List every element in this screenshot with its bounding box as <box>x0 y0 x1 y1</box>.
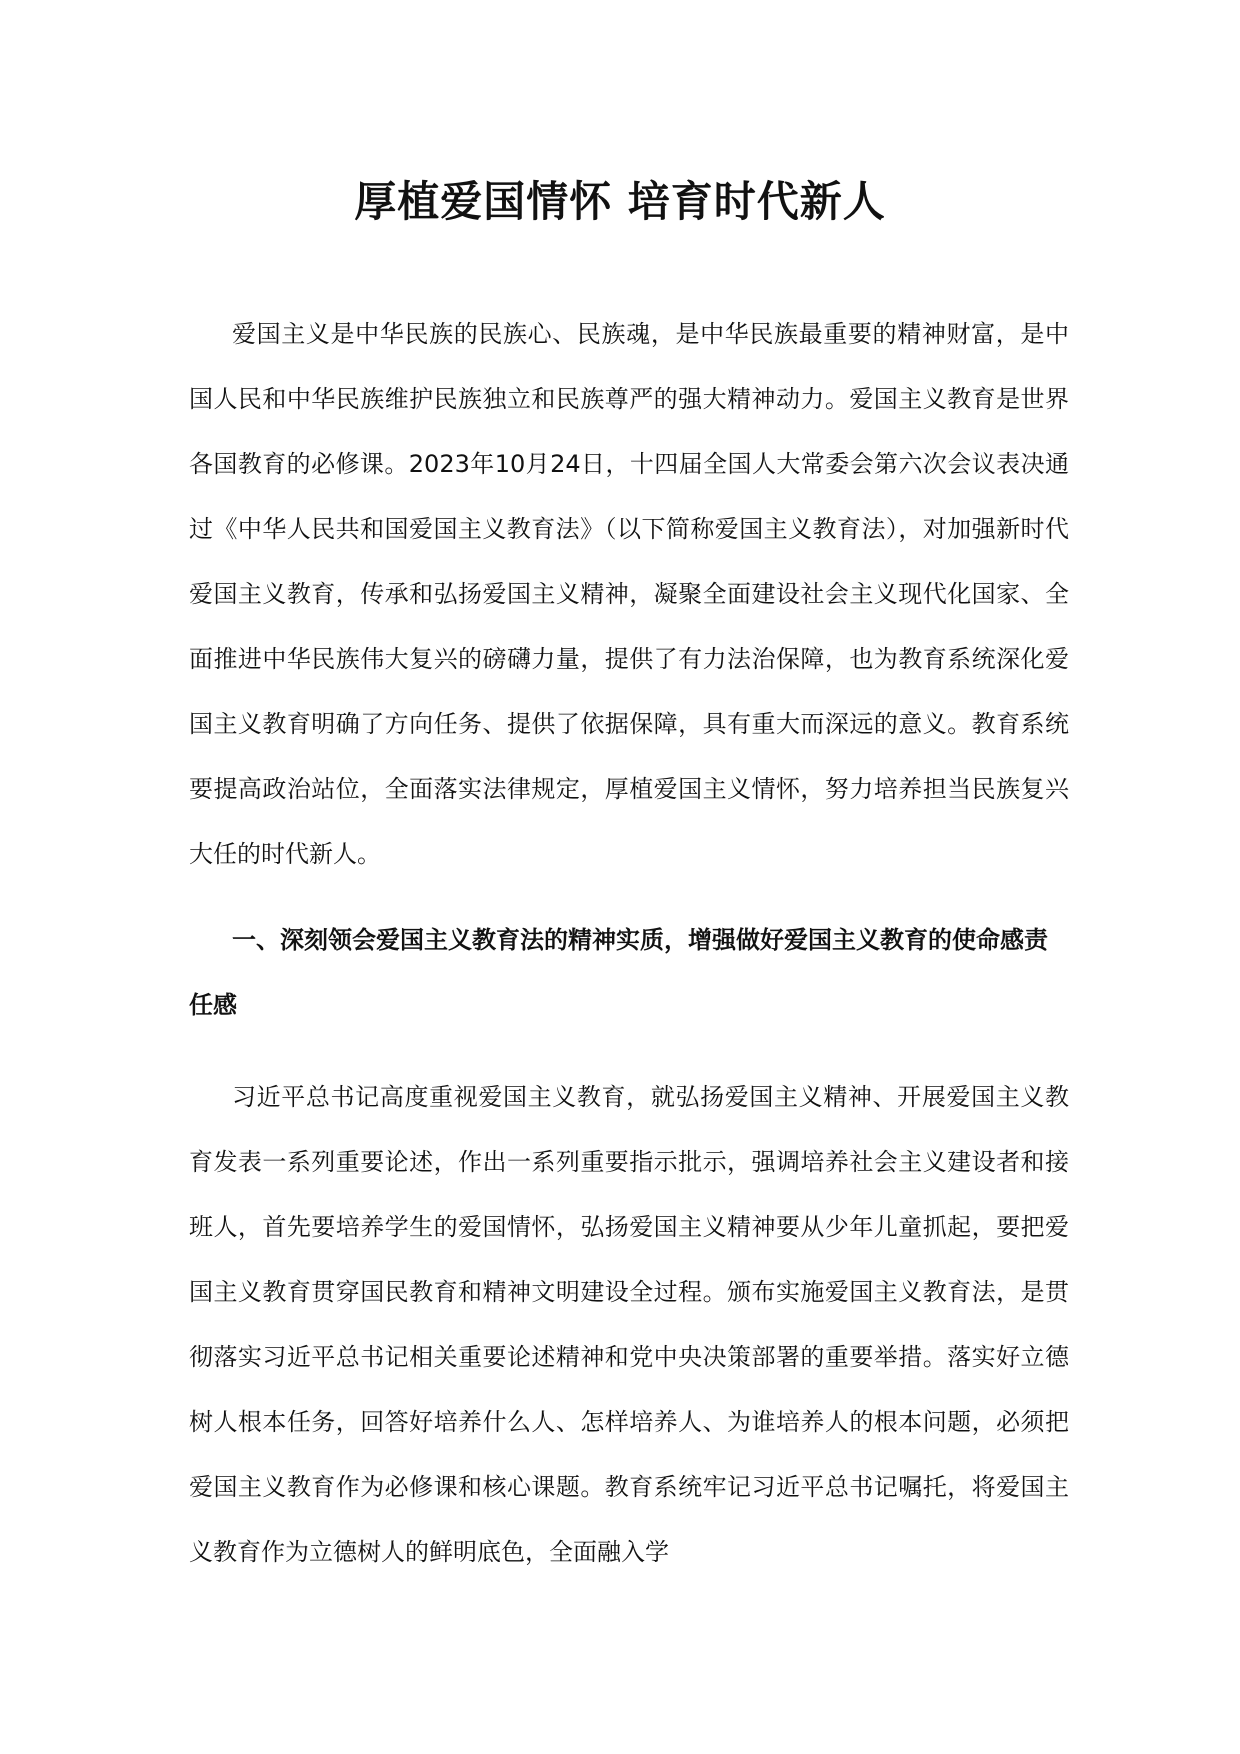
section-1-heading: 一、深刻领会爱国主义教育法的精神实质，增强做好爱国主义教育的使命感责任感 <box>189 926 1048 1019</box>
body-paragraph-2: 习近平总书记高度重视爱国主义教育，就弘扬爱国主义精神、开展爱国主义教育发表一系列重要论述，作出一系列重要指示批示，强调培养社会主义建设者和接班人，首先要培养学生的爱国情怀，弘扬爱国主义精神要从少年儿童抓起，要把爱国主义教育贯穿国民教育和精神文明建设全过程。颁布实施爱国主义教育法，是贯彻落实习近平总书记相关重要论述精神和党中央决策部署的重要举措。落实好立德树人根本任务，回答好培养什么人、怎样培养人、为谁培养人的根本问题，必须把爱国主义教育作为必修课和核心课题。教育系统牢记习近平总书记嘱托，将爱国主义教育作为立德树人的鲜明底色，全面融入学 <box>189 1083 1069 1566</box>
document-title: 厚植爱国情怀 培育时代新人 <box>354 177 886 226</box>
body-paragraph-1: 爱国主义是中华民族的民族心、民族魂，是中华民族最重要的精神财富，是中国人民和中华民族维护民族独立和民族尊严的强大精神动力。爱国主义教育是世界各国教育的必修课。2023年10月24日，十四届全国人大常委会第六次会议表决通过《中华人民共和国爱国主义教育法》（以下简称爱国主义教育法），对加强新时代爱国主义教育，传承和弘扬爱国主义精神，凝聚全面建设社会主义现代化国家、全面推进中华民族伟大复兴的磅礴力量，提供了有力法治保障，也为教育系统深化爱国主义教育明确了方向任务、提供了依据保障，具有重大而深远的意义。教育系统要提高政治站位，全面落实法律规定，厚植爱国主义情怀，努力培养担当民族复兴大任的时代新人。 <box>189 320 1069 868</box>
